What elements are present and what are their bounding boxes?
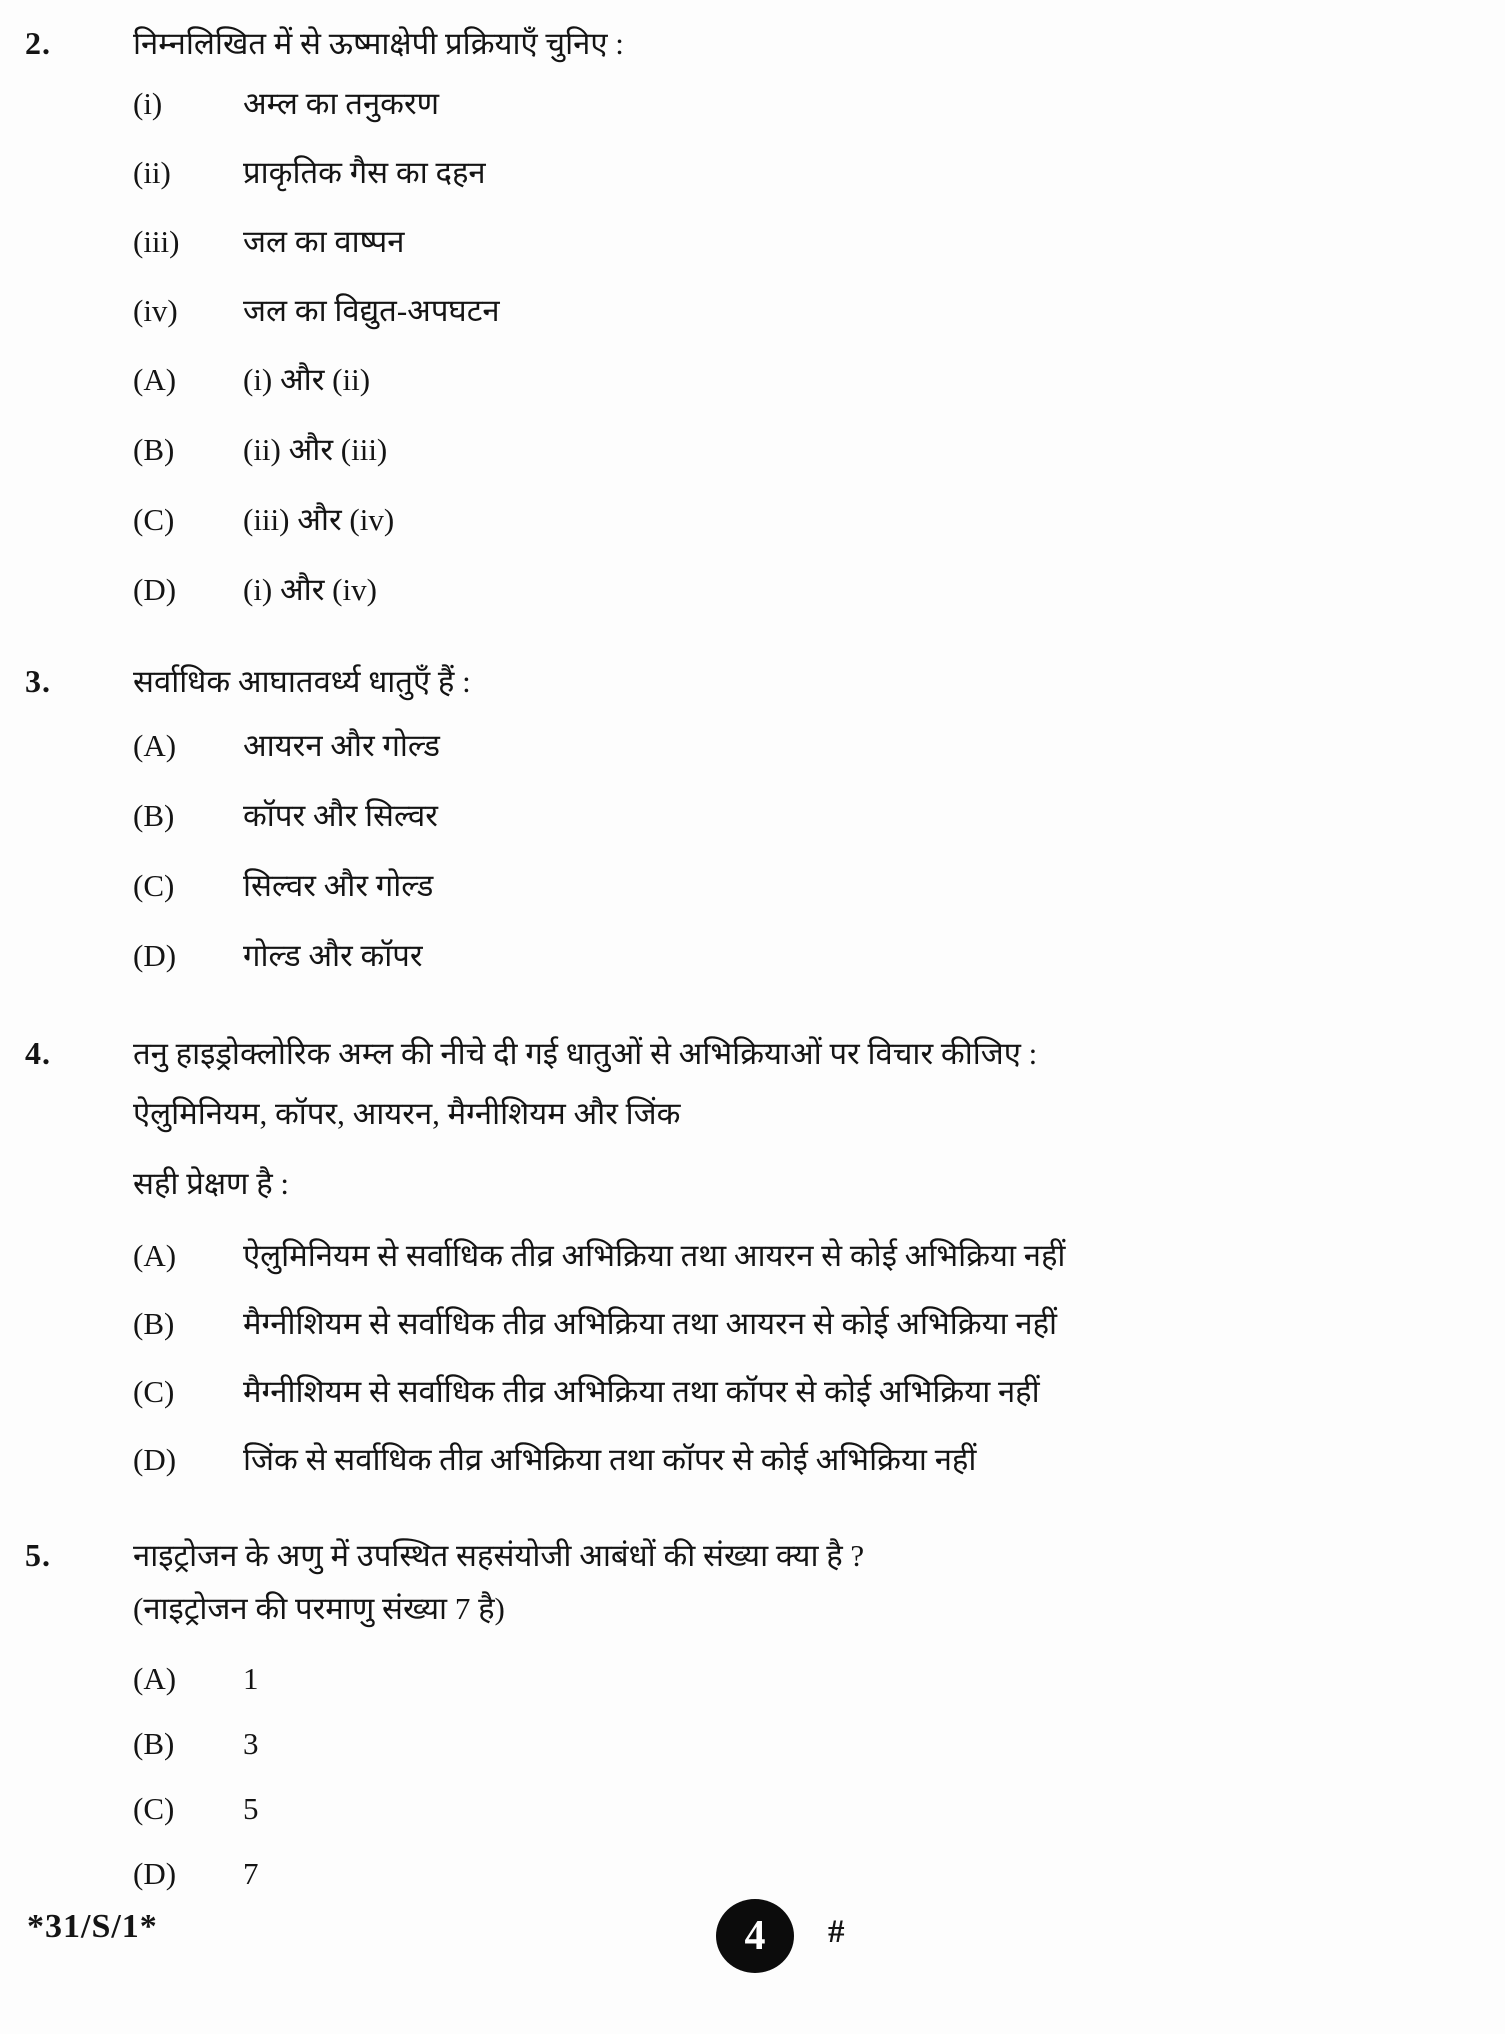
question-item-label: (ii) (133, 155, 171, 190)
answer-option-label: (C) (133, 502, 175, 537)
question-block (0, 1035, 1505, 1509)
answer-option (133, 1790, 1505, 1855)
paper-code: *31/S/1* (27, 1908, 158, 1945)
answer-option-text: 3 (243, 1726, 259, 1761)
answer-option-text: मैग्नीशियम से सर्वाधिक तीव्र अभिक्रिया तथा कॉपर से कोई अभिक्रिया नहीं (243, 1374, 1040, 1409)
question-item-text: अम्ल का तनुकरण (243, 86, 440, 121)
answer-option-text: जिंक से सर्वाधिक तीव्र अभिक्रिया तथा कॉपर से कोई अभिक्रिया नहीं (243, 1442, 977, 1477)
question-text: निम्नलिखित में से ऊष्माक्षेपी प्रक्रियाएँ चुनिए : (133, 26, 624, 61)
page-number: 4 (744, 1913, 766, 1959)
question-block (0, 663, 1505, 1007)
answer-option-text: (iii) और (iv) (243, 502, 395, 537)
answer-option (133, 361, 1505, 431)
question-body (133, 25, 1505, 641)
answer-option-text: 7 (243, 1856, 259, 1891)
answer-option-label: (B) (133, 432, 175, 467)
question-item (133, 223, 1505, 292)
question-number: 2. (25, 25, 51, 61)
question-text: (नाइट्रोजन की परमाणु संख्या 7 है) (133, 1591, 505, 1626)
answer-option (133, 727, 1505, 797)
answer-option-text: गोल्ड और कॉपर (243, 938, 423, 973)
hash-mark: # (828, 1914, 845, 1950)
answer-option-text: 1 (243, 1661, 259, 1696)
question-text: तनु हाइड्रोक्लोरिक अम्ल की नीचे दी गई धातुओं से अभिक्रियाओं पर विचार कीजिए : (133, 1036, 1038, 1071)
question-block (0, 1537, 1505, 1920)
answer-option (133, 1373, 1505, 1441)
answer-option-label: (D) (133, 1856, 177, 1891)
question-block (0, 25, 1505, 641)
question-item (133, 154, 1505, 223)
page-number-badge (716, 1899, 794, 1973)
answer-option-text: कॉपर और सिल्वर (243, 798, 438, 833)
answer-option (133, 501, 1505, 571)
answer-option-text: (i) और (ii) (243, 362, 371, 397)
answer-option (133, 1660, 1505, 1725)
answer-option (133, 797, 1505, 867)
answer-option-label: (C) (133, 1374, 175, 1409)
answer-option (133, 1237, 1505, 1305)
question-item-text: प्राकृतिक गैस का दहन (243, 155, 486, 190)
question-number: 4. (25, 1035, 51, 1071)
answer-option (133, 867, 1505, 937)
answer-option (133, 1725, 1505, 1790)
question-item-label: (iii) (133, 224, 180, 259)
answer-option-text: (i) और (iv) (243, 572, 377, 607)
answer-option-label: (D) (133, 1442, 177, 1477)
question-number: 5. (25, 1537, 51, 1573)
answer-option-label: (C) (133, 1791, 175, 1826)
question-body (133, 663, 1505, 1007)
answer-option-label: (D) (133, 572, 177, 607)
question-item-label: (iv) (133, 293, 178, 328)
question-item (133, 292, 1505, 361)
question-text: नाइट्रोजन के अणु में उपस्थित सहसंयोजी आबंधों की संख्या क्या है ? (133, 1538, 865, 1573)
answer-option (133, 431, 1505, 501)
answer-option (133, 937, 1505, 1007)
answer-option-label: (C) (133, 868, 175, 903)
answer-option-label: (A) (133, 1661, 177, 1696)
answer-option-label: (D) (133, 938, 177, 973)
answer-option-text: मैग्नीशियम से सर्वाधिक तीव्र अभिक्रिया तथा आयरन से कोई अभिक्रिया नहीं (243, 1306, 1058, 1341)
question-item-text: जल का विद्युत-अपघटन (243, 293, 500, 328)
answer-option (133, 1855, 1505, 1920)
question-number: 3. (25, 663, 51, 699)
answer-option-label: (A) (133, 362, 177, 397)
answer-option-label: (B) (133, 1306, 175, 1341)
question-item-text: जल का वाष्पन (243, 224, 405, 259)
answer-option-label: (A) (133, 1238, 177, 1273)
answer-option-text: (ii) और (iii) (243, 432, 388, 467)
question-item-label: (i) (133, 86, 163, 121)
answer-option (133, 571, 1505, 641)
answer-option-text: आयरन और गोल्ड (243, 728, 441, 763)
question-text: सर्वाधिक आघातवर्ध्य धातुएँ हैं : (133, 664, 471, 699)
answer-option-text: 5 (243, 1791, 259, 1826)
answer-option (133, 1305, 1505, 1373)
answer-option (133, 1441, 1505, 1509)
answer-option-text: ऐलुमिनियम से सर्वाधिक तीव्र अभिक्रिया तथा आयरन से कोई अभिक्रिया नहीं (243, 1238, 1066, 1273)
question-body (133, 1537, 1505, 1920)
answer-option-text: सिल्वर और गोल्ड (243, 868, 434, 903)
answer-option-label: (B) (133, 798, 175, 833)
answer-option-label: (B) (133, 1726, 175, 1761)
answer-option-label: (A) (133, 728, 177, 763)
question-body (133, 1035, 1505, 1509)
question-text: ऐलुमिनियम, कॉपर, आयरन, मैग्नीशियम और जिंक (133, 1096, 681, 1131)
question-subtext: सही प्रेक्षण है : (133, 1166, 290, 1201)
question-item (133, 85, 1505, 154)
